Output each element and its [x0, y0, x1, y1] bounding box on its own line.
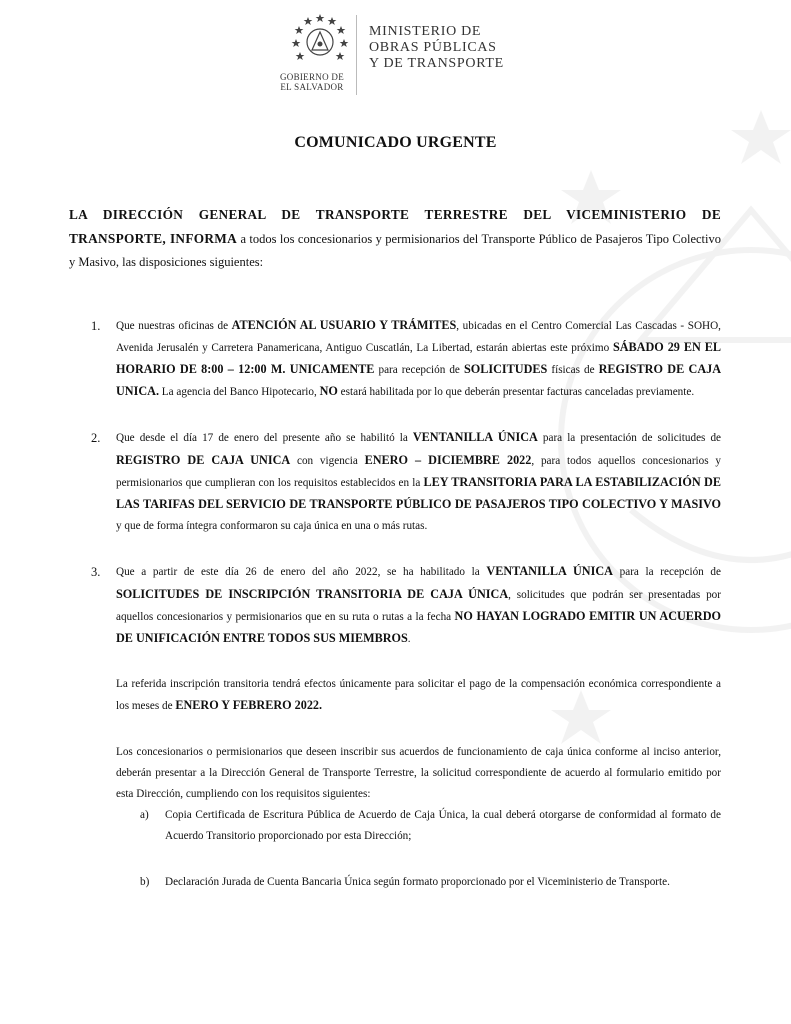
sub-item-a [69, 805, 721, 847]
list-item-2 [69, 427, 721, 537]
list-item-text: Que nuestras oficinas de ATENCIÓN AL USUARIO Y TRÁMITES, ubicadas en el Centro Comercial Las Cascadas - SOHO, Avenida Jerusalén y Carretera Panamericana, Antiguo Cuscatlán, La Libertad, estarán abiertas este próximo SÁBADO 29 EN EL HORARIO DE 8:00 – 12:00 M. UNICAMENTE para recepción de SOLICITUDES físicas de REGISTRO DE CAJA UNICA. La agencia del Banco Hipotecario, NO estará habilitada por lo que deberán presentar facturas canceladas previamente. [116, 317, 722, 399]
government-label-line2: EL SALVADOR [280, 82, 344, 92]
list-item-1 [69, 315, 721, 404]
sub-item-label: b) [140, 875, 150, 888]
list-item-text: Que desde el día 17 de enero del presente año se habilitó la VENTANILLA ÚNICA para la presentación de solicitudes de REGISTRO DE CAJA UNICA con vigencia ENERO – DICIEMBRE 2022, para todos aquellos concesionarios y permisionarios que cumplieran con los requisitos establecidos en la LEY TRANSITORIA PARA LA ESTABILIZACIÓN DE LAS TARIFAS DEL SERVICIO DE TRANSPORTE PÚBLICO DE PASAJEROS TIPO COLECTIVO Y MASIVO y que de forma íntegra conformaron su caja única en una o más rutas. [116, 430, 722, 533]
ministry-name-line1: MINISTERIO DE [369, 24, 482, 39]
government-label-line1: GOBIERNO DE [279, 72, 345, 82]
sub-item-text: Declaración Jurada de Cuenta Bancaria Única según formato proporcionado por el Viceministerio de Transporte. [165, 875, 670, 888]
sub-item-text: Copia Certificada de Escritura Pública de Acuerdo de Caja Única, la cual deberá otorgarse de conformidad al formato de Acuerdo Transitorio proporcionado por esta Dirección; [165, 809, 721, 843]
letterhead [0, 0, 791, 110]
government-label [272, 72, 352, 92]
document-body [69, 203, 721, 893]
list-item-3 [69, 561, 721, 650]
list-item-number: 2. [91, 431, 101, 446]
list-item-text: Que a partir de este día 26 de enero del año 2022, se ha habilitado la VENTANILLA ÚNICA para la recepción de SOLICITUDES DE INSCRIPCIÓN TRANSITORIA DE CAJA ÚNICA, solicitudes que podrán ser presentadas por aquellos concesionarios y permisionarios que en su ruta o rutas a la fecha NO HAYAN LOGRADO EMITIR UN ACUERDO DE UNIFICACIÓN ENTRE TODOS SUS MIEMBROS. [116, 564, 722, 646]
sub-item-label: a) [140, 809, 149, 822]
compensation-paragraph: La referida inscripción transitoria tendrá efectos únicamente para solicitar el pago de la compensación económica correspondiente a los meses de ENERO Y FEBRERO 2022. [116, 678, 721, 713]
header-divider [356, 15, 357, 95]
requirements-paragraph: Los concesionarios o permisionarios que deseen inscribir sus acuerdos de funcionamiento de caja única conforme al inciso anterior, deberán presentar a la Dirección General de Transporte Terrestre, la solicitud correspondiente de acuerdo al formulario emitido por esta Dirección, cumpliendo con los requisitos siguientes: [116, 745, 721, 801]
list-item-number: 3. [91, 565, 101, 580]
intro-paragraph [69, 203, 721, 275]
coat-of-arms-icon [280, 10, 360, 70]
document-title: COMUNICADO URGENTE [294, 134, 497, 151]
intro-rest: a todos los concesionarios y permisionarios del Transporte Público de Pasajeros Tipo Colectivo y Masivo, las disposiciones siguientes: [69, 232, 721, 270]
ministry-name-line3: Y DE TRANSPORTE [369, 56, 504, 71]
ministry-name-line2: OBRAS PÚBLICAS [369, 40, 497, 55]
sub-item-b [69, 872, 721, 893]
intro-lead: LA DIRECCIÓN GENERAL DE TRANSPORTE TERRESTRE DEL VICEMINISTERIO DE TRANSPORTE, INFORMA [69, 207, 721, 247]
ministry-name [369, 24, 504, 72]
list-item-number: 1. [91, 318, 101, 333]
